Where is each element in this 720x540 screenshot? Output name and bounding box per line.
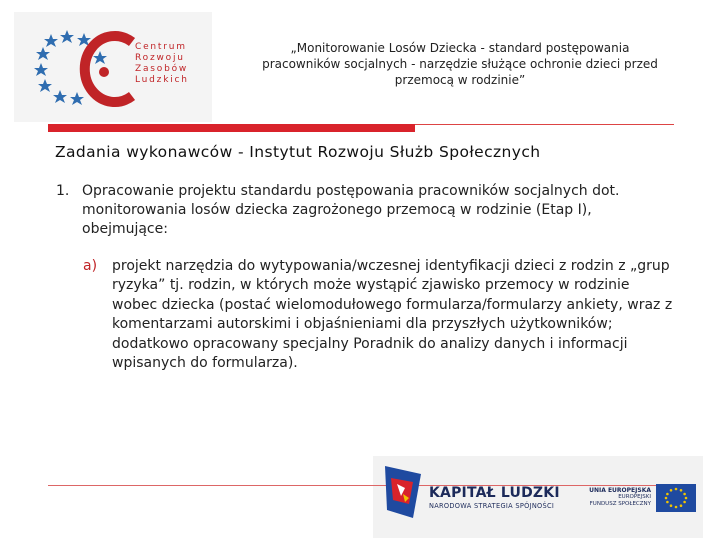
star-icon	[38, 79, 52, 92]
star-icon	[36, 47, 50, 60]
star-icon	[93, 51, 107, 64]
crzl-logo	[14, 12, 212, 122]
sub-list-letter: a)	[83, 258, 98, 274]
list-number: 1.	[56, 183, 70, 199]
kapital-ludzki-title: KAPITAŁ LUDZKI	[429, 485, 560, 501]
logo-line: Zasobów	[135, 64, 189, 74]
star-icon	[70, 92, 84, 105]
footer-divider	[48, 485, 674, 486]
header-accent-bar	[48, 124, 415, 132]
dot-icon	[99, 67, 109, 77]
kapital-ludzki-subtitle: NARODOWA STRATEGIA SPÓJNOŚCI	[429, 502, 555, 510]
list-item-text: Opracowanie projektu standardu postępowania pracowników socjalnych dot. monitorowania losów dziecka zagrożonego przemocą w rodzinie (Etap I), obejmujące:	[82, 183, 620, 237]
star-icon	[34, 63, 48, 76]
c-mark-icon	[85, 36, 132, 102]
eu-line-2: EUROPEJSKI	[618, 494, 651, 500]
eu-text	[587, 487, 651, 508]
header-title: „Monitorowanie Losów Dziecka - standard postępowania pracowników socjalnych - narzędzie służące ochronie dzieci przed przemocą w rodzinie”	[262, 41, 658, 87]
eu-line-1: UNIA EUROPEJSKA	[589, 487, 651, 494]
list-item	[56, 182, 676, 239]
sub-list-item	[83, 257, 673, 373]
kapital-ludzki-logo-icon	[383, 464, 423, 520]
star-icon	[53, 90, 67, 103]
logo-line: Rozwoju	[135, 53, 185, 63]
section-title: Zadania wykonawców - Instytut Rozwoju Służb Społecznych	[55, 143, 541, 161]
logo-line: Ludzkich	[135, 75, 189, 85]
eu-flag-icon	[656, 484, 696, 512]
logo-text	[135, 42, 189, 86]
star-icon	[60, 30, 74, 43]
eu-line-3: FUNDUSZ SPOŁECZNY	[589, 501, 651, 507]
sub-list-item-text: projekt narzędzia do wytypowania/wczesnej identyfikacji dzieci z rodzin z „grup ryzyka” tj. rodzin, w których może wystąpić zjawisko przemocy w rodzinie wobec dziecka (postać wielomodułowego formularza/formularzy ankiety, wraz z komentarzami autorskimi i objaśnieniami dla przyszłych użytkowników; dodatkowo opracowany specjalny Poradnik do analizy danych i informacji wpisanych do formularza).	[112, 258, 673, 372]
logo-line: Centrum	[135, 42, 187, 52]
star-icon	[44, 34, 58, 47]
